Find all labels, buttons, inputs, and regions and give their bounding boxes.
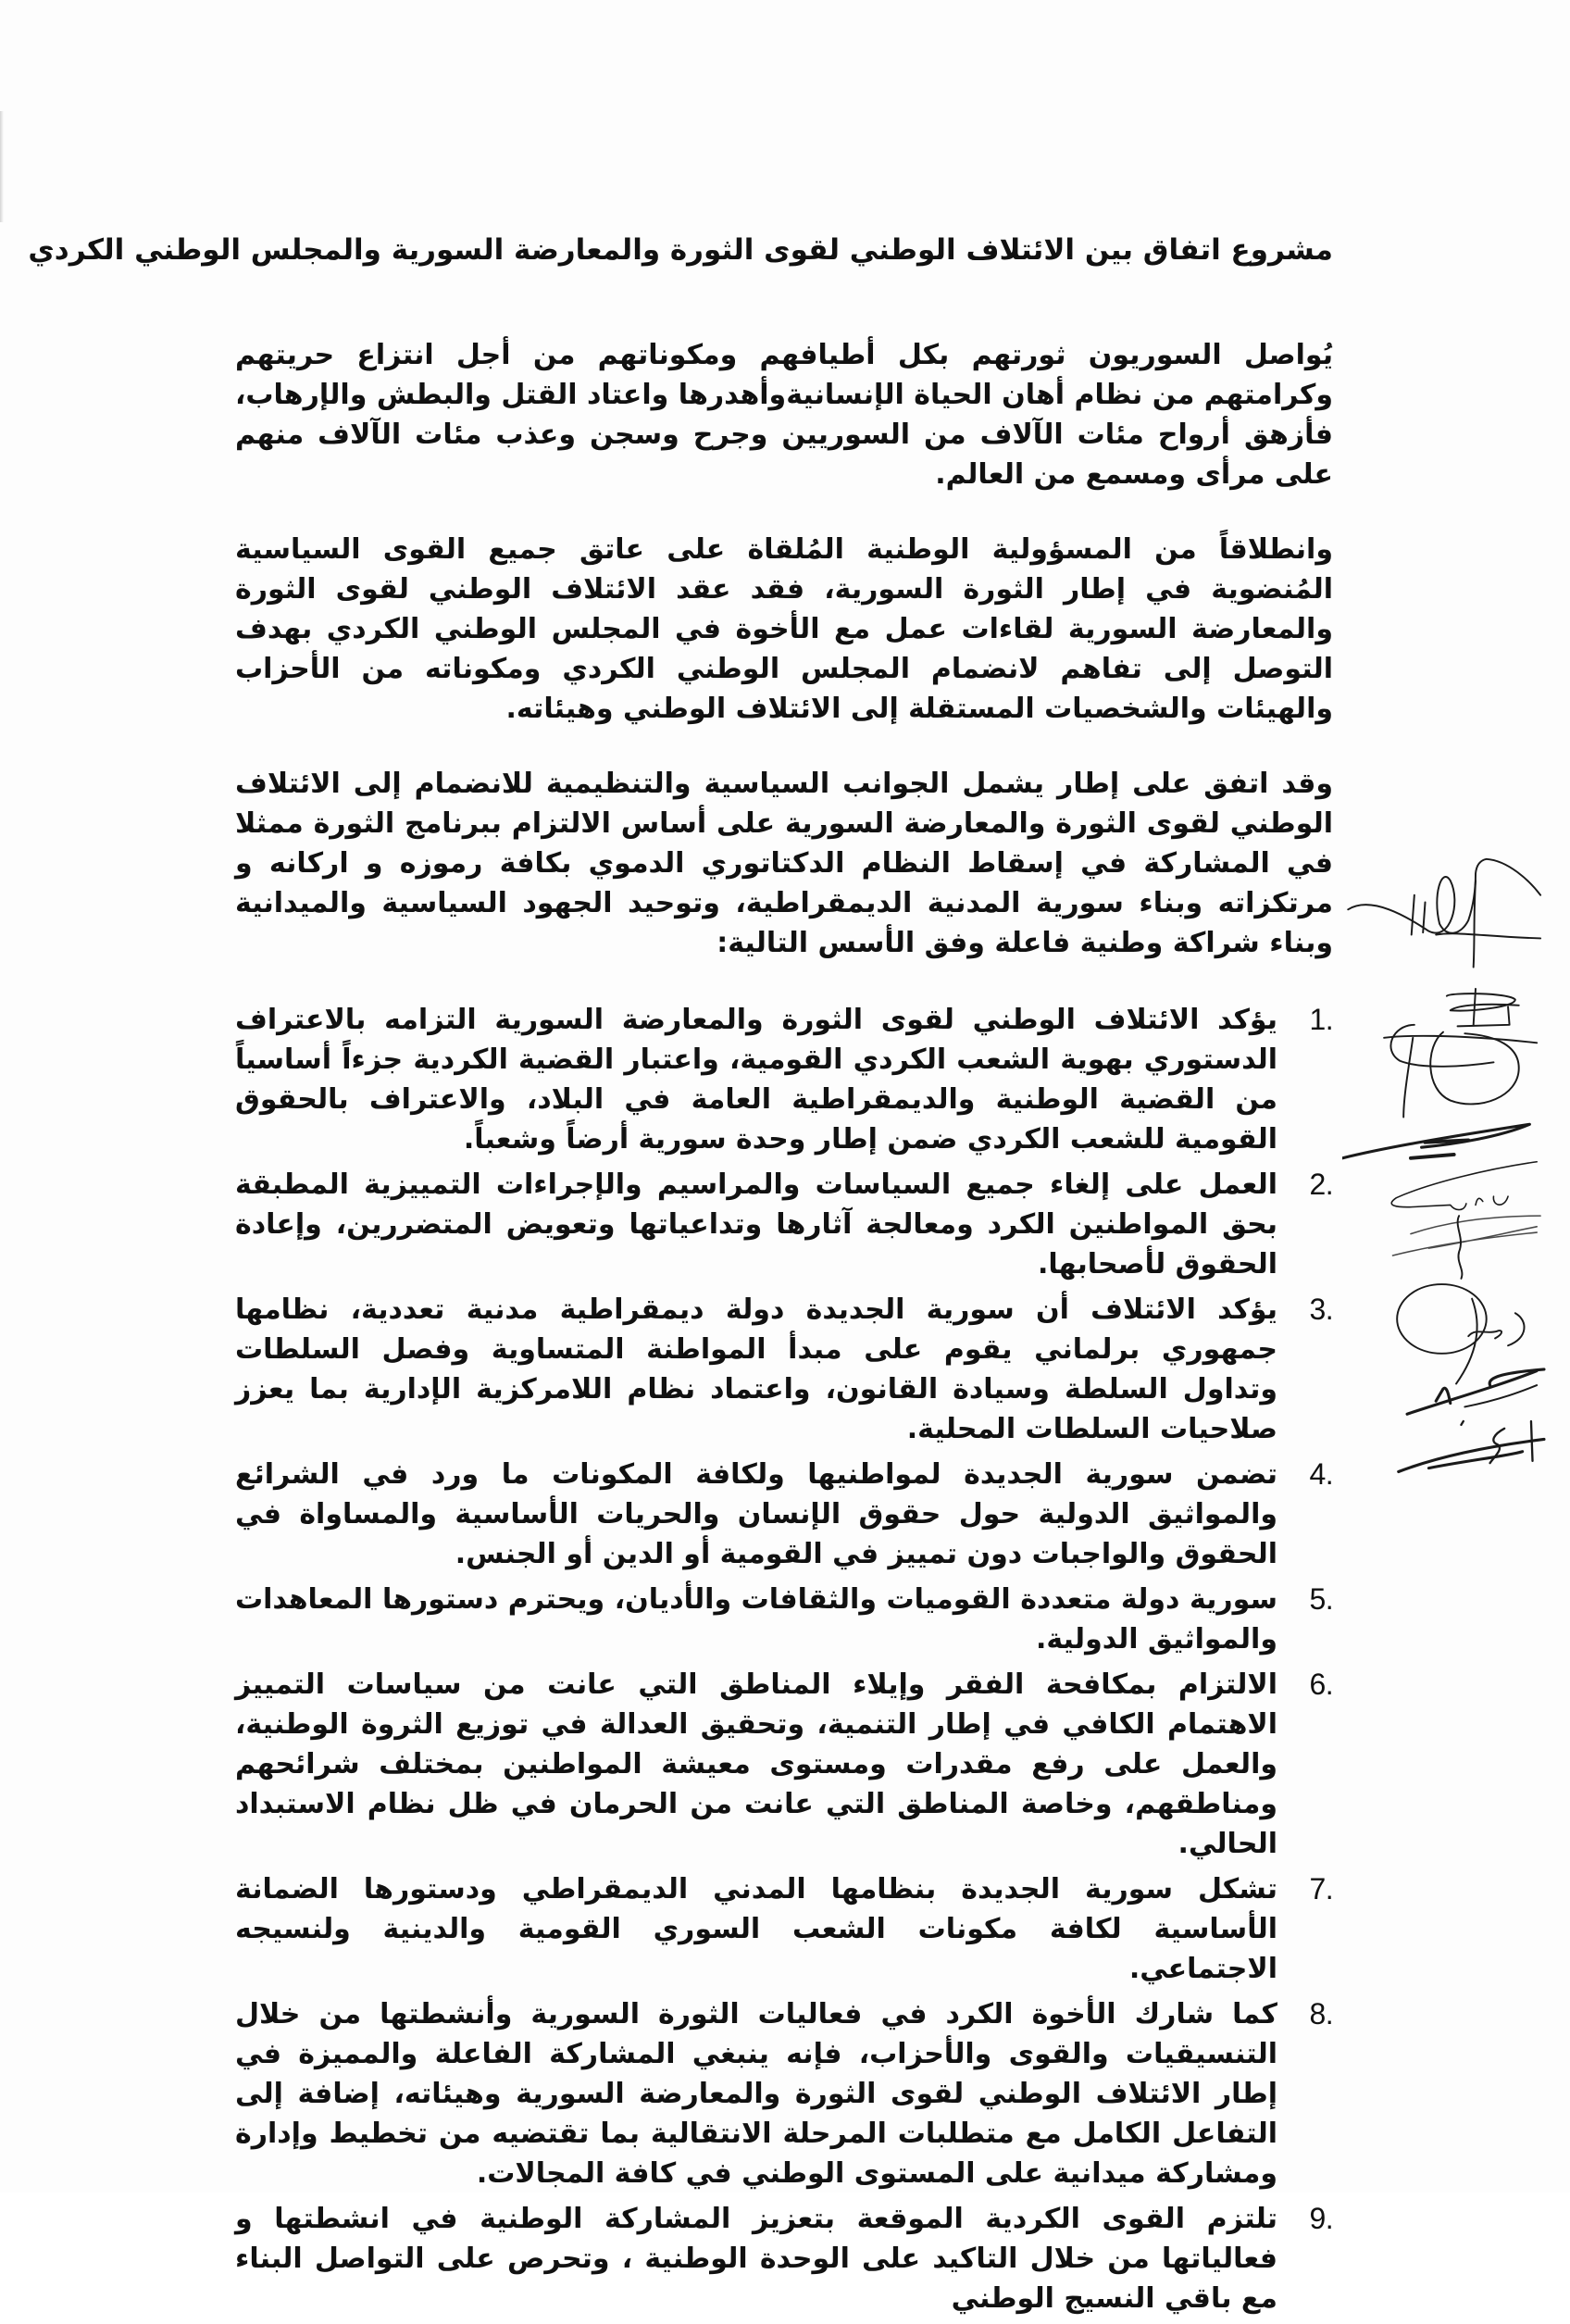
point-text: يؤكد الائتلاف الوطني لقوى الثورة والمعارضة السورية التزامه بالاعتراف الدستوري بهوية الشعب الكردي القومية، واعتبار القضية الكردية جزءاً أساسياً من القضية الوطنية والديمقراطية العامة في البلاد، والاعتراف بالحقوق القومية للشعب الكردي ضمن إطار وحدة سورية أرضاً وشعباً.	[235, 1004, 1277, 1156]
scan-edge-shadow	[0, 111, 4, 222]
point-text: تلتزم القوى الكردية الموقعة بتعزيز المشاركة الوطنية في انشطتها و فعالياتها من خلال التاكيد على الوحدة الوطنية ، وتحرص على التواصل البناء مع باقي النسيج الوطني	[235, 2203, 1277, 2315]
agreement-point-7	[235, 1869, 1333, 1989]
agreement-point-6	[235, 1665, 1333, 1864]
agreement-point-8	[235, 1994, 1333, 2193]
signature-4	[1392, 1216, 1540, 1279]
document-title: مشروع اتفاق بين الائتلاف الوطني لقوى الثورة والمعارضة السورية والمجلس الوطني الكردي	[28, 233, 1333, 267]
point-text: يؤكد الائتلاف أن سورية الجديدة دولة ديمقراطية مدنية تعددية، نظامها جمهوري برلماني يقوم على مبدأ المواطنة المتساوية وفصل السلطات وتداول السلطة وسيادة القانون، واعتماد نظام اللامركزية الإدارية بما يعزز صلاحيات السلطات المحلية.	[235, 1293, 1277, 1445]
signatures-svg	[1342, 852, 1570, 1667]
agreement-points-list	[235, 1000, 1333, 2318]
signature-3b	[1391, 1162, 1537, 1210]
agreement-point-4	[235, 1455, 1333, 1574]
point-number: 4.	[1309, 1457, 1333, 1491]
agreement-point-1	[235, 1000, 1333, 1159]
point-text: كما شارك الأخوة الكرد في فعاليات الثورة السورية وأنشطتها من خلال التنسيقيات والقوى والأحزاب، فإنه ينبغي المشاركة الفاعلة والمميزة في إطار الائتلاف الوطني لقوى الثورة والمعارضة السورية وهيئاته، إضافة إلى التفاعل الكامل مع متطلبات المرحلة الانتقالية بما تقتضيه من تخطيط وإدارة ومشاركة ميدانية على المستوى الوطني في كافة المجالات.	[235, 1998, 1277, 2190]
agreement-point-2	[235, 1165, 1333, 1284]
intro-paragraph-1: يُواصل السوريون ثورتهم بكل أطيافهم ومكوناتهم من أجل انتزاع حريتهم وكرامتهم من نظام أهان الحياة الإنسانيةوأهدرها واعتاد القتل والبطش والإرهاب، فأزهق أرواح مئات الآلاف من السوريين وجرح وسجن وعذب مئات الآلاف منهم على مرأى ومسمع من العالم.	[235, 339, 1333, 491]
point-number: 2.	[1309, 1168, 1333, 1201]
point-text: سورية دولة متعددة القوميات والثقافات والأديان، ويحترم دستورها المعاهدات والمواثيق الدولية.	[235, 1583, 1277, 1656]
point-number: 6.	[1309, 1668, 1333, 1701]
agreement-point-5	[235, 1580, 1333, 1659]
signature-1	[1348, 859, 1540, 968]
point-text: العمل على إلغاء جميع السياسات والمراسيم والإجراءات التمييزية المطبقة بحق المواطنين الكرد ومعالجة آثارها وتداعياتها وتعويض المتضررين، وإعادة الحقوق لأصحابها.	[235, 1168, 1277, 1281]
signature-3	[1342, 1124, 1529, 1158]
agreement-point-9	[235, 2199, 1333, 2318]
signature-6	[1407, 1369, 1544, 1414]
point-text: تشكل سورية الجديدة بنظامها المدني الديمقراطي ودستورها الضمانة الأساسية لكافة مكونات الشعب السوري القومية والدينية ولنسيجه الاجتماعي.	[235, 1873, 1277, 1985]
signature-7	[1399, 1421, 1544, 1471]
intro-paragraph-3: وقد اتفق على إطار يشمل الجوانب السياسية والتنظيمية للانضمام إلى الائتلاف الوطني لقوى الثورة والمعارضة السورية على أساس الالتزام ببرنامج الثورة ممثلا في المشاركة في إسقاط النظام الدكتاتوري الدموي بكافة رموزه و اركانه و مرتكزاته وبناء سورية المدنية الديمقراطية، وتوحيد الجهود السياسية والميدانية وبناء شراكة وطنية فاعلة وفق الأسس التالية:	[235, 768, 1333, 959]
point-number: 8.	[1309, 1997, 1333, 2030]
document-body	[28, 230, 1333, 2324]
point-text: تضمن سورية الجديدة لمواطنيها ولكافة المكونات ما ورد في الشرائع والمواثيق الدولية حول حقوق الإنسان والحريات الأساسية والمساواة في الحقوق والواجبات دون تمييز في القومية أو الدين أو الجنس.	[235, 1458, 1277, 1570]
signature-margin	[1342, 852, 1570, 1667]
point-text: الالتزام بمكافحة الفقر وإيلاء المناطق التي عانت من سياسات التمييز الاهتمام الكافي في إطار التنمية، وتحقيق العدالة في توزيع الثروة الوطنية، والعمل على رفع مقدرات ومستوى معيشة المواطنين بمختلف شرائحهم ومناطقهم، وخاصة المناطق التي عانت من الحرمان في ظل نظام الاستبداد الحالي.	[235, 1668, 1277, 1860]
signature-5	[1397, 1284, 1524, 1383]
point-number: 3.	[1309, 1293, 1333, 1326]
intro-paragraph-2: وانطلاقاً من المسؤولية الوطنية المُلقاة على عاتق جميع القوى السياسية المُنضوية في إطار الثورة السورية، فقد عقد الائتلاف الوطني لقوى الثورة والمعارضة السورية لقاءات عمل مع الأخوة في المجلس الوطني الكردي بهدف التوصل إلى تفاهم لانضمام المجلس الوطني الكردي ومكوناته من الأحزاب والهيئات والشخصيات المستقلة إلى الائتلاف الوطني وهيئاته.	[235, 533, 1333, 725]
signature-2	[1384, 989, 1537, 1118]
point-number: 1.	[1309, 1003, 1333, 1036]
point-number: 7.	[1309, 1872, 1333, 1905]
point-number: 5.	[1309, 1582, 1333, 1616]
point-number: 9.	[1309, 2202, 1333, 2235]
agreement-point-3	[235, 1290, 1333, 1449]
